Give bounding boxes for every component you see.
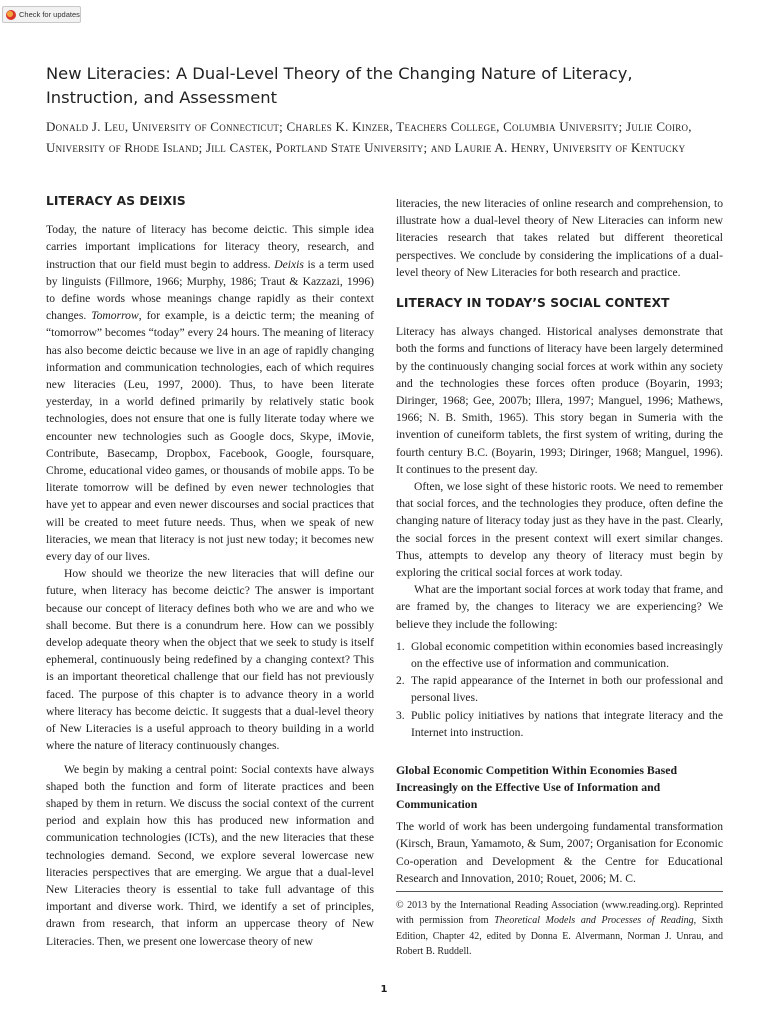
list-text: The rapid appearance of the Internet in both our professional and personal lives. — [411, 674, 723, 705]
copyright-footnote — [396, 898, 723, 960]
article-title: New Literacies: A Dual-Level Theory of the Changing Nature of Literacy, Instruction, and Assessment — [46, 64, 633, 107]
list-text: Public policy initiatives by nations that integrate literacy and the Internet into instruction. — [411, 708, 723, 739]
check-for-updates-label: Check for updates — [19, 10, 80, 19]
paragraph: Literacy has always changed. Historical analyses demonstrate that both the forms and functions of literacy have been largely determined by the continuously changing social forces at work within any society and the technologies these forces often produce (Boyarin, 1993; Diringer, 1968; Gee, 2007b; Illera, 1997; Manguel, 1996; Mathews, 1966; N. B. Smith, 1965). This story began in Sumeria with the invention of cuneiform tablets, the first system of writing, during the fourth century B.C. (Boyarin, 1993; Diringer, 1968; Manguel, 1996). It continues to the present day. — [396, 325, 723, 476]
book-title: Theoretical Models and Processes of Reading — [494, 915, 694, 927]
subsection-heading: Global Economic Competition Within Economies Based Increasingly on the Effective Use of Information and Communication — [396, 763, 678, 812]
social-forces-list — [396, 638, 723, 741]
list-item — [396, 707, 723, 741]
list-text: Global economic competition within economies based increasingly on the effective use of information and communication. — [411, 639, 723, 671]
text-run: , Sixth Edition, Chapter 42, edited by Donna E. Alvermann, Norman J. Unrau, and Robert B. Ruddell. — [396, 915, 723, 958]
list-item — [396, 638, 723, 672]
list-number: 1. — [396, 639, 405, 653]
paragraph: What are the important social forces at work today that frame, and are framed by, the changes to literacy we are experiencing? We believe they include the following: — [396, 583, 723, 631]
paragraph: How should we theorize the new literacies that will define our future, when literacy has become deictic? The answer is important because our concept of literacy defines both who we are and who we shall become. But there is a conundrum here. How can we possibly develop adequate theory when the object that we seek to study is itself ephemeral, continuously being redefined by a changing context? This is an important theoretical challenge that our field has not previously faced. The purpose of this chapter is to advance theory in a world where literacy has become deictic. It suggests that a dual-level theory of New Literacies is a useful approach to theory building in a world where the nature of literacy continuously changes. — [46, 567, 374, 753]
section-heading-social-context: LITERACY IN TODAY’S SOCIAL CONTEXT — [396, 296, 670, 311]
italic-term: Tomorrow — [91, 309, 139, 323]
check-for-updates-icon — [6, 10, 16, 20]
paragraph — [46, 221, 374, 565]
paragraph: We begin by making a central point: Social contexts have always shaped both the function and form of literate practices and been shaped by them in return. We discuss the social context of the current period and explain how this has produced new information and communication technologies (ICTs), and the new literacies that these technologies demand. Second, we explore several lowercase new literacies perspectives that are emerging. We argue that a dual-level New Literacies theory is essential to take full advantage of this important and diverse work. Third, we identify a set of principles, drawn from research, that inform an uppercase theory of New Literacies. Then, we present one lowercase theory of new — [46, 762, 374, 948]
paragraph: Often, we lose sight of these historic roots. We need to remember that social forces, and the technologies they produce, often define the changing nature of literacy today just as they have in the past. Clearly, the social forces in the present context will exert similar changes. Thus, attempts to develop any theory of literacy must begin by exploring the critical social forces at work today. — [396, 480, 723, 580]
text-run: © 2013 by the International Reading Association (www.reading.org). Reprinted with permission from — [396, 899, 723, 927]
paragraph: literacies, the new literacies of online research and comprehension, to illustrate how a dual-level theory of New Literacies can inform new literacies research that takes related but different theoretical perspectives. We conclude by considering the implications of a dual-level theory of New Literacies for both research and practice. — [396, 197, 723, 279]
right-column — [396, 195, 723, 960]
page-number: 1 — [380, 984, 388, 995]
text-run: Today, the nature of literacy has become deictic. This simple idea carries important implications for literacy theory, research, and instruction that our field must begin to address. — [46, 223, 374, 271]
left-column — [46, 193, 374, 950]
italic-term: Deixis — [274, 257, 304, 271]
list-number: 2. — [396, 674, 405, 688]
list-number: 3. — [396, 708, 405, 722]
list-item — [396, 672, 723, 706]
check-for-updates-button[interactable] — [2, 6, 81, 23]
text-run: , for example, is a deictic term; the meaning of “tomorrow” becomes “today” every 24 hours. The meaning of literacy has also become deictic because we live in an age of rapidly changing information and communication technologies, each of which requires new literacies (Leu, 1997, 2000). Thus, to have been literate yesterday, in a world defined primarily by relatively static book technologies, does not ensure that one is fully literate today where we encounter new technologies such as Google docs, Skype, iMovie, Contribute, Basecamp, Dropbox, Facebook, Google, foursquare, Chrome, educational video games, or thousands of mobile apps. To be literate tomorrow will be defined by even newer technologies that have yet to appear and even newer discourses and social practices that will be created to meet future needs. Thus, when we speak of new literacies, we mean that literacy is not just new today; it becomes new every day of our lives. — [46, 309, 374, 564]
section-heading-literacy-as-deixis: LITERACY AS DEIXIS — [46, 194, 186, 208]
author-list: Donald J. Leu, University of Connecticut; Charles K. Kinzer, Teachers College, Columbia University; Julie Coiro, University of Rhode Island; Jill Castek, Portland State University; and Laurie A. Henry, University of Kentucky — [46, 119, 692, 155]
paragraph: The world of work has been undergoing fundamental transformation (Kirsch, Braun, Yamamoto, & Sum, 2007; Organisation for Economic Co-operation and Development & the Centre for Educational Research and Innovation, 2010; Rouet, 2006; M. C. — [396, 820, 723, 885]
footnote-divider — [396, 891, 723, 892]
text-run: is a term used by linguists (Fillmore, 1966; Murphy, 1986; Traut & Kazzazi, 1996) to define words whose meanings change rapidly as their context changes. — [46, 257, 374, 323]
